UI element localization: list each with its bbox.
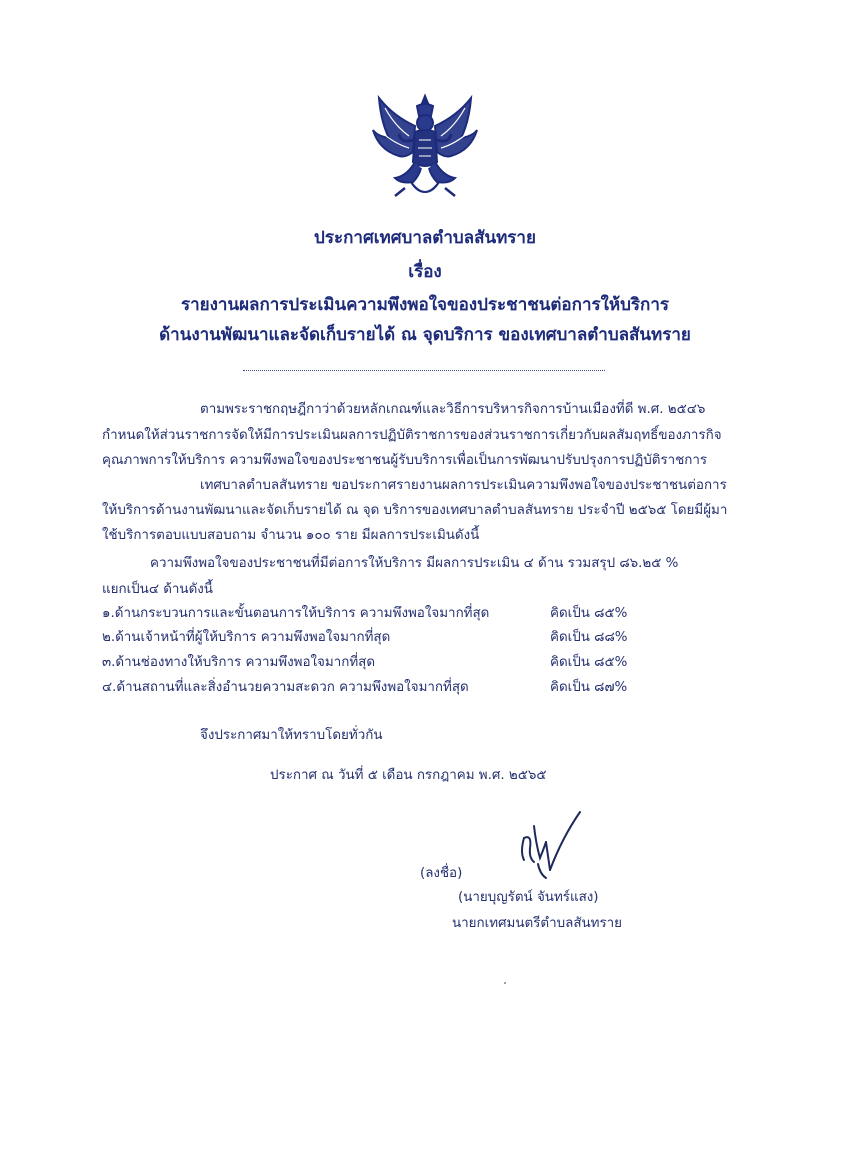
sign-label: (ลงชื่อ)	[420, 866, 463, 881]
subject-line-2: ด้านงานพัฒนาและจัดเก็บรายได้ ณ จุดบริการ ของเทศบาลตำบลสันทราย	[159, 325, 691, 345]
signer-name: (นายบุญรัตน์ จันทร์แสง)	[458, 890, 599, 905]
garuda-emblem-icon	[365, 92, 485, 204]
paragraph-1-line-2: กำหนดให้ส่วนราชการจัดให้มีการประเมินผลการปฏิบัติราชการของส่วนราชการเกี่ยวกับผลสัมฤทธิ์ของภารกิจ	[102, 428, 722, 443]
scan-speck	[504, 982, 506, 984]
dotted-divider	[243, 370, 605, 371]
summary-line: ความพึงพอใจของประชาชนที่มีต่อการให้บริการ มีผลการประเมิน ๔ ด้าน รวมสรุป ๘๖.๒๕ %	[150, 556, 679, 571]
result-item-label: ๓.ด้านช่องทางให้บริการ ความพึงพอใจมากที่สุด	[102, 655, 376, 670]
paragraph-1-line-3: คุณภาพการให้บริการ ความพึงพอใจของประชาชนผู้รับบริการเพื่อเป็นการพัฒนาปรับปรุงการปฏิบัติราชการ	[102, 453, 708, 468]
paragraph-2-line-1: เทศบาลตำบลสันทราย ขอประกาศรายงานผลการประเมินความพึงพอใจของประชาชนต่อการ	[200, 478, 727, 493]
signer-position: นายกเทศมนตรีตำบลสันทราย	[452, 916, 623, 931]
result-item-score: คิดเป็น ๘๕%	[550, 606, 628, 621]
paragraph-2-line-2: ให้บริการด้านงานพัฒนาและจัดเก็บรายได้ ณ จุด บริการของเทศบาลตำบลสันทราย ประจำปี ๒๕๖๕ โดยมีผู้มา	[102, 503, 728, 518]
split-intro: แยกเป็น๔ ด้านดังนี้	[102, 582, 213, 597]
result-item-label: ๑.ด้านกระบวนการและขั้นตอนการให้บริการ ความพึงพอใจมากที่สุด	[102, 606, 490, 621]
handwritten-signature	[510, 808, 590, 884]
result-item-score: คิดเป็น ๘๘%	[550, 630, 628, 645]
paragraph-1-line-1: ตามพระราชกฤษฎีกาว่าด้วยหลักเกณฑ์และวิธีการบริหารกิจการบ้านเมืองที่ดี พ.ศ. ๒๕๔๖	[200, 402, 706, 417]
announcement-title: ประกาศเทศบาลตำบลสันทราย	[314, 228, 536, 248]
announcement-date: ประกาศ ณ วันที่ ๕ เดือน กรกฎาคม พ.ศ. ๒๕๖๕	[270, 768, 547, 783]
subject-line-1: รายงานผลการประเมินความพึงพอใจของประชาชนต่อการให้บริการ	[180, 295, 670, 315]
result-item-label: ๒.ด้านเจ้าหน้าที่ผู้ให้บริการ ความพึงพอใจมากที่สุด	[102, 630, 391, 645]
result-item-score: คิดเป็น ๘๗%	[550, 680, 628, 695]
result-item-label: ๔.ด้านสถานที่และสิ่งอำนวยความสะดวก ความพึงพอใจมากที่สุด	[102, 680, 469, 695]
subject-label: เรื่อง	[408, 262, 442, 282]
result-item-score: คิดเป็น ๘๕%	[550, 655, 628, 670]
closing-announce: จึงประกาศมาให้ทราบโดยทั่วกัน	[200, 728, 383, 743]
paragraph-2-line-3: ใช้บริการตอบแบบสอบถาม จำนวน ๑๐๐ ราย มีผลการประเมินดังนี้	[102, 528, 480, 543]
